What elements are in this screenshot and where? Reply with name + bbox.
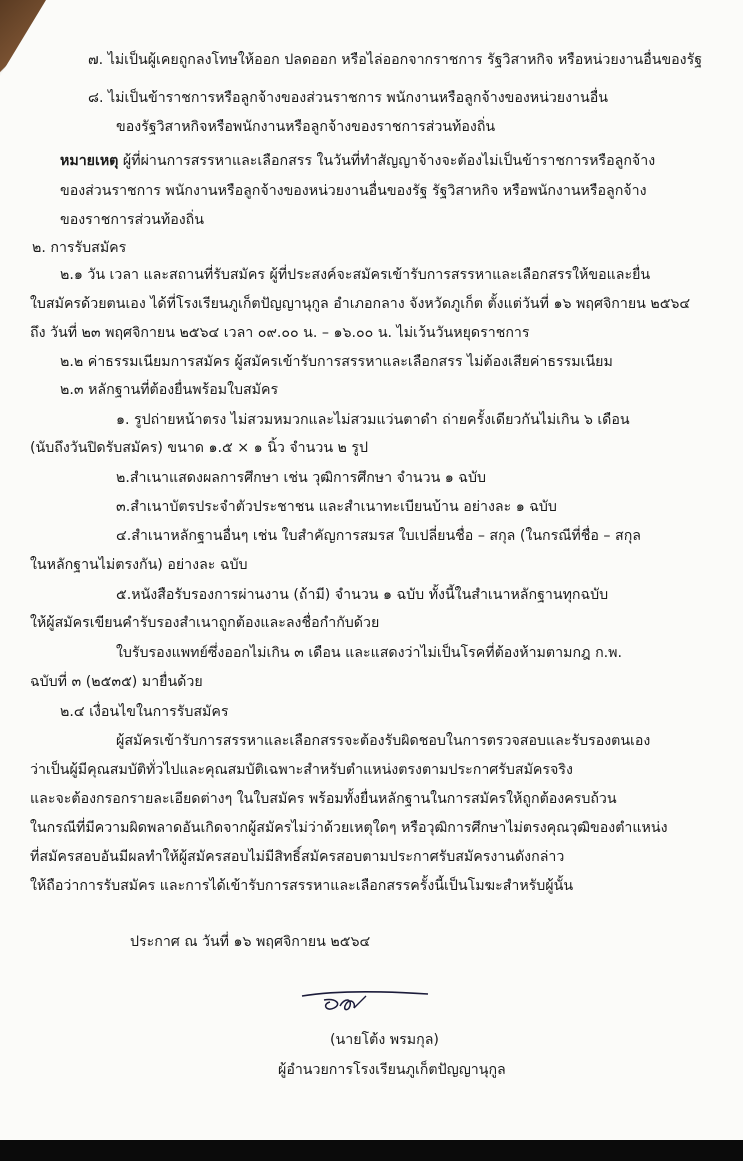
doc-2: ๒.สำเนาแสดงผลการศึกษา เช่น วุฒิการศึกษา จำนวน ๑ ฉบับ	[116, 470, 486, 486]
doc-3: ๓.สำเนาบัตรประจำตัวประชาชน และสำเนาทะเบียนบ้าน อย่างละ ๑ ฉบับ	[116, 499, 557, 515]
clause-8-continued: ของรัฐวิสาหกิจหรือพนักงานหรือลูกจ้างของราชการส่วนท้องถิ่น	[116, 119, 496, 135]
doc-4-line-1: ๔.สำเนาหลักฐานอื่นๆ เช่น ใบสำคัญการสมรส ใบเปลี่ยนชื่อ – สกุล (ในกรณีที่ชื่อ – สกุล	[116, 528, 641, 544]
item-2-2: ๒.๒ ค่าธรรมเนียมการสมัคร ผู้สมัครเข้ารับการสรรหาและเลือกสรร ไม่ต้องเสียค่าธรรมเนียม	[60, 354, 613, 370]
doc-1-line-1: ๑. รูปถ่ายหน้าตรง ไม่สวมหมวกและไม่สวมแว่นตาดำ ถ่ายครั้งเดียวกันไม่เกิน ๖ เดือน	[116, 412, 630, 428]
doc-5-line-1: ๕.หนังสือรับรองการผ่านงาน (ถ้ามี) จำนวน ๑ ฉบับ ทั้งนี้ในสำเนาหลักฐานทุกฉบับ	[116, 587, 609, 603]
signer-position: ผู้อำนวยการโรงเรียนภูเก็ตปัญญานุกูล	[278, 1062, 506, 1078]
item-2-4: ๒.๔ เงื่อนไขในการรับสมัคร	[60, 704, 229, 720]
condition-line-4: ในกรณีที่มีความผิดพลาดอันเกิดจากผู้สมัครไม่ว่าด้วยเหตุใดๆ หรือวุฒิการศึกษาไม่ตรงคุณวุฒิของตำแหน่ง	[30, 820, 668, 836]
condition-line-6: ให้ถือว่าการรับสมัคร และการได้เข้ารับการสรรหาและเลือกสรรครั้งนี้เป็นโมฆะสำหรับผู้นั้น	[30, 878, 574, 894]
note-label: หมายเหตุ	[60, 153, 119, 169]
doc-4-line-2: ในหลักฐานไม่ตรงกัน) อย่างละ ฉบับ	[30, 557, 248, 573]
note-line-1: หมายเหตุ ผู้ที่ผ่านการสรรหาและเลือกสรร ในวันที่ทำสัญญาจ้างจะต้องไม่เป็นข้าราชการหรือลูกจ้าง	[60, 153, 656, 169]
item-2-1-line-1: ๒.๑ วัน เวลา และสถานที่รับสมัคร ผู้ที่ประสงค์จะสมัครเข้ารับการสรรหาและเลือกสรรให้ขอและยื่น	[60, 267, 651, 283]
doc-1-line-2: (นับถึงวันปิดรับสมัคร) ขนาด ๑.๕ × ๑ นิ้ว จำนวน ๒ รูป	[30, 440, 369, 456]
section-2-heading: ๒. การรับสมัคร	[32, 240, 127, 256]
medical-cert-line-1: ใบรับรองแพทย์ซึ่งออกไม่เกิน ๓ เดือน และแสดงว่าไม่เป็นโรคที่ต้องห้ามตามกฎ ก.พ.	[116, 645, 623, 661]
note-line-3: ของราชการส่วนท้องถิ่น	[60, 212, 204, 228]
signer-name: (นายโต้ง พรมกุล)	[330, 1032, 439, 1048]
clause-7: ๗. ไม่เป็นผู้เคยถูกลงโทษให้ออก ปลดออก หรือไล่ออกจากราชการ รัฐวิสาหกิจ หรือหน่วยงานอื่นของรัฐ	[88, 52, 703, 68]
item-2-1-line-3: ถึง วันที่ ๒๓ พฤศจิกายน ๒๕๖๔ เวลา ๐๙.๐๐ น. – ๑๖.๐๐ น. ไม่เว้นวันหยุดราชการ	[30, 325, 530, 341]
item-2-3: ๒.๓ หลักฐานที่ต้องยื่นพร้อมใบสมัคร	[60, 382, 279, 398]
condition-line-1: ผู้สมัครเข้ารับการสรรหาและเลือกสรรจะต้องรับผิดชอบในการตรวจสอบและรับรองตนเอง	[116, 733, 651, 749]
medical-cert-line-2: ฉบับที่ ๓ (๒๕๓๕) มายื่นด้วย	[30, 674, 203, 690]
signature-image	[296, 978, 436, 1018]
item-2-1-line-2: ใบสมัครด้วยตนเอง ได้ที่โรงเรียนภูเก็ตปัญญานุกูล อำเภอกลาง จังหวัดภูเก็ต ตั้งแต่วันที่ ๑๖ พฤศจิกายน ๒๕๖๔	[30, 296, 691, 312]
note-line-2: ของส่วนราชการ พนักงานหรือลูกจ้างของหน่วยงานอื่นของรัฐ รัฐวิสาหกิจ หรือพนักงานหรือลูกจ้าง	[60, 183, 647, 199]
condition-line-3: และจะต้องกรอกรายละเอียดต่างๆ ในใบสมัคร พร้อมทั้งยื่นหลักฐานในการสมัครให้ถูกต้องครบถ้วน	[30, 791, 617, 807]
clause-8: ๘. ไม่เป็นข้าราชการหรือลูกจ้างของส่วนราชการ พนักงานหรือลูกจ้างของหน่วยงานอื่น	[88, 90, 608, 106]
doc-5-line-2: ให้ผู้สมัครเขียนคำรับรองสำเนาถูกต้องและลงชื่อกำกับด้วย	[30, 615, 380, 631]
condition-line-5: ที่สมัครสอบอันมีผลทำให้ผู้สมัครสอบไม่มีสิทธิ์สมัครสอบตามประกาศรับสมัครงานดังกล่าว	[30, 849, 565, 865]
announcement-date: ประกาศ ณ วันที่ ๑๖ พฤศจิกายน ๒๕๖๔	[130, 934, 371, 950]
condition-line-2: ว่าเป็นผู้มีคุณสมบัติทั่วไปและคุณสมบัติเฉพาะสำหรับตำแหน่งตรงตามประกาศรับสมัครจริง	[30, 762, 573, 778]
bottom-bar	[0, 1140, 743, 1161]
